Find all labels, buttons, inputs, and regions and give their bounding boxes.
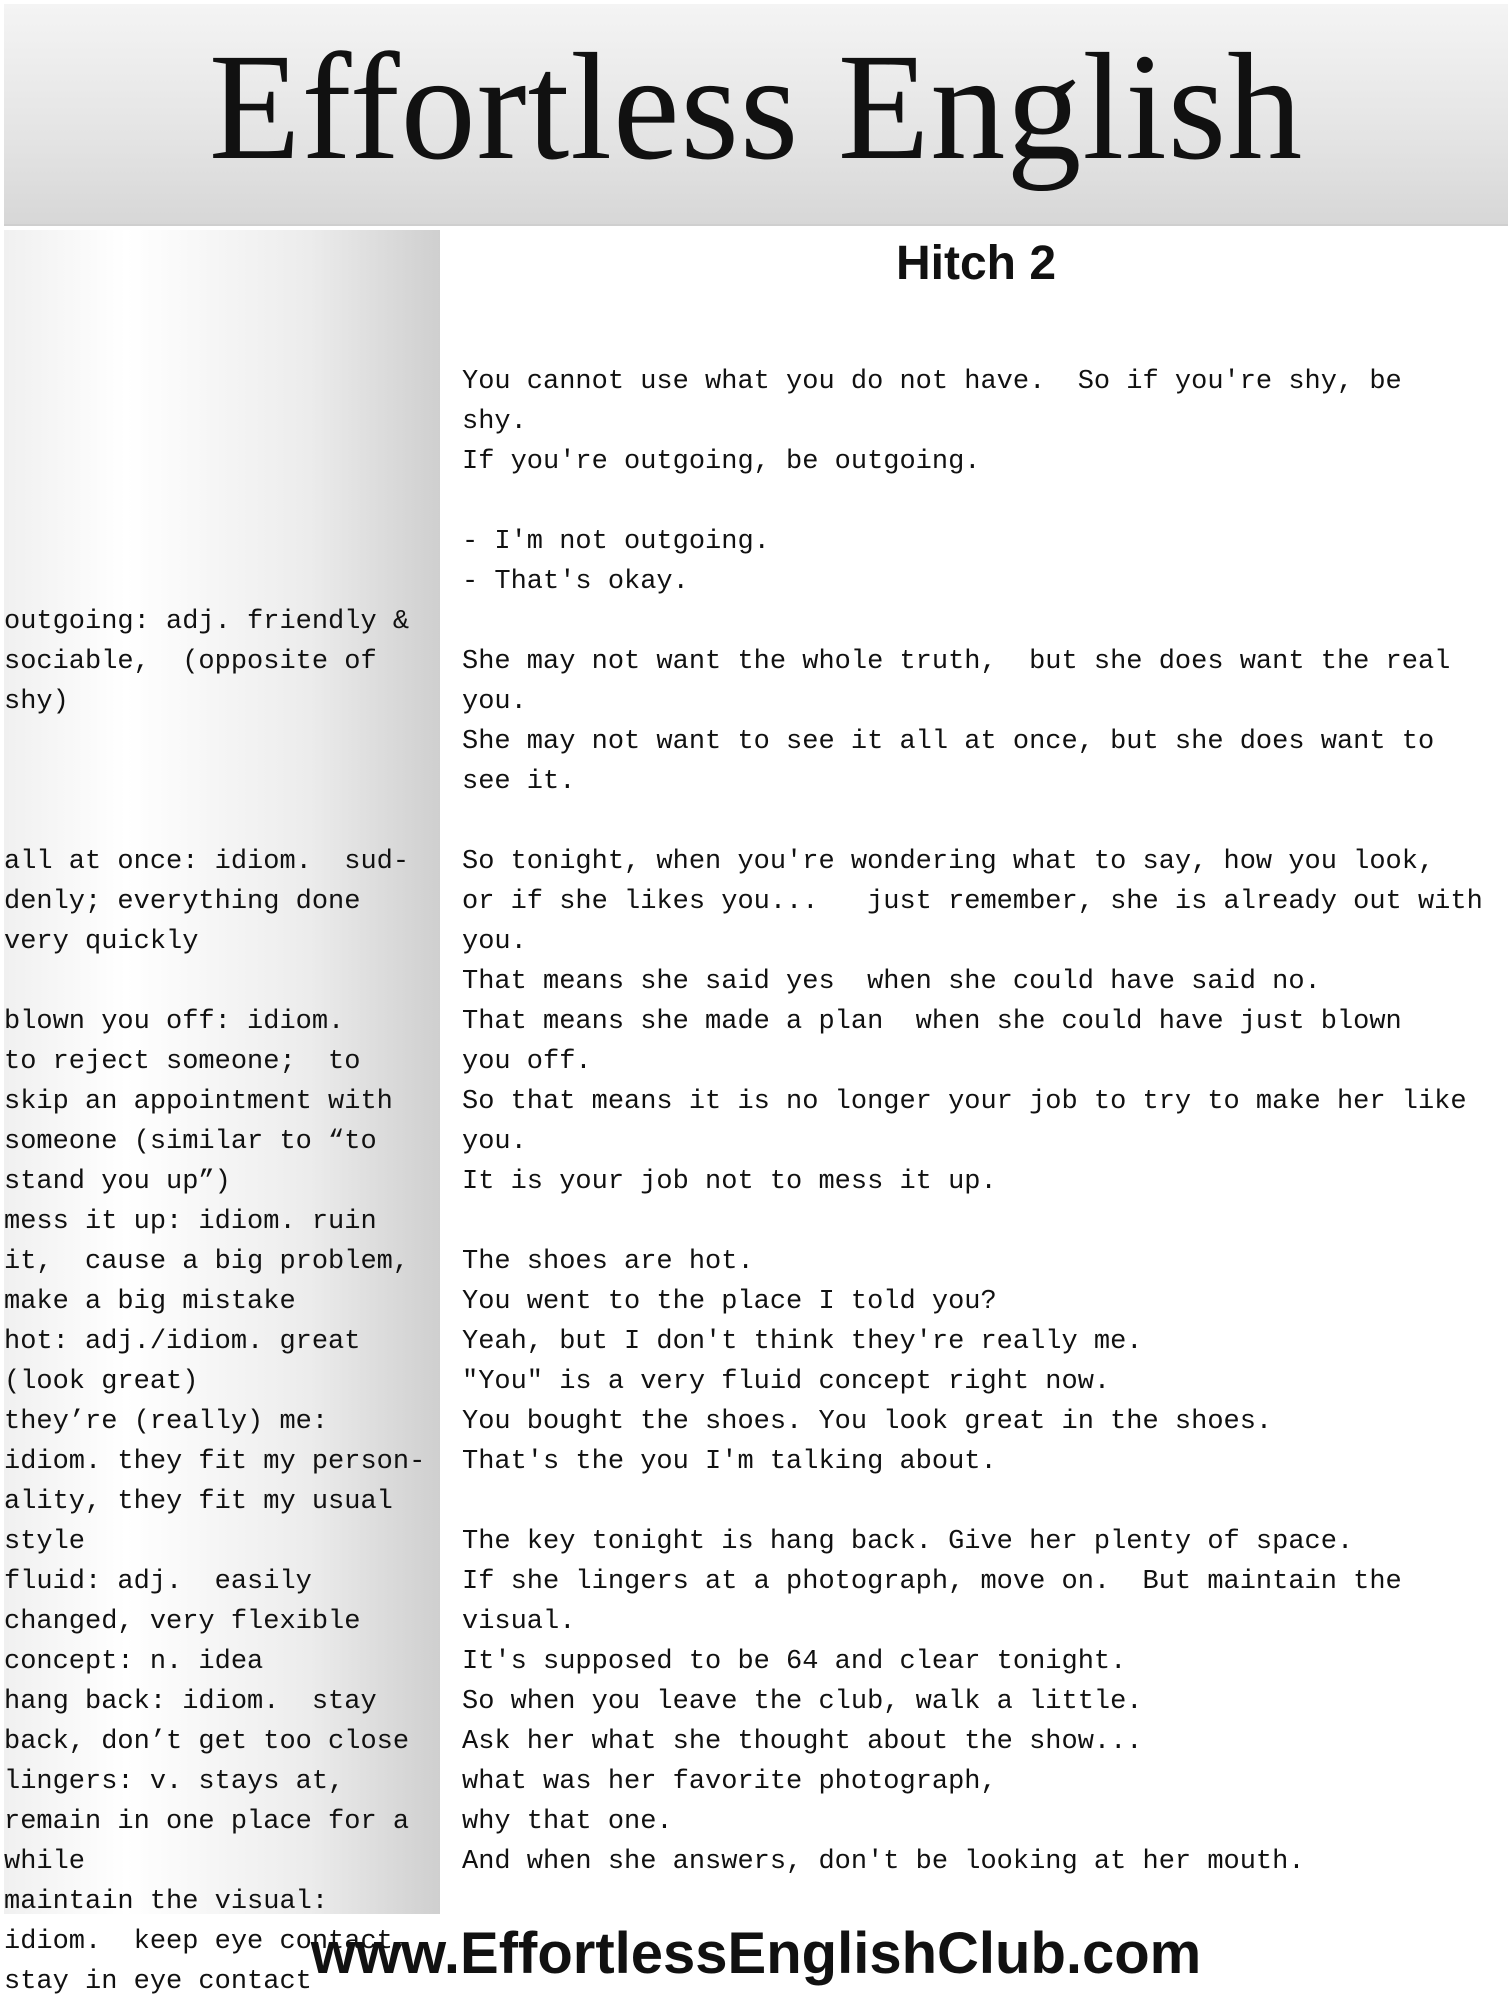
dialogue-line: So that means it is no longer your job to try to make her like — [462, 1087, 1467, 1117]
dialogue-line: you. — [462, 687, 527, 717]
dialogue-line: It's supposed to be 64 and clear tonight. — [462, 1647, 1127, 1677]
dialogue-line: If she lingers at a photograph, move on. But maintain the — [462, 1567, 1402, 1597]
vocab-line: lingers: v. stays at, — [4, 1767, 345, 1797]
vocab-entry — [4, 1002, 440, 1202]
vocab-entry — [4, 1562, 440, 1642]
vocab-entry — [4, 1202, 440, 1322]
vocab-line: skip an appointment with — [4, 1087, 393, 1117]
vocab-entry — [4, 1762, 440, 1882]
vocab-line: hang back: idiom. stay — [4, 1687, 377, 1717]
vocab-line: someone (similar to “to — [4, 1127, 377, 1157]
dialogue-line: why that one. — [462, 1807, 673, 1837]
vocab-line: denly; everything done — [4, 887, 361, 917]
vocab-line: remain in one place for a — [4, 1807, 410, 1837]
dialogue-line — [462, 1202, 1502, 1242]
vocab-line: fluid: adj. easily — [4, 1567, 312, 1597]
vocab-line — [4, 802, 440, 842]
dialogue-line: That means she said yes when she could have said no. — [462, 967, 1321, 997]
vocab-line: sociable, (opposite of — [4, 647, 377, 677]
dialogue-line: You bought the shoes. You look great in the shoes. — [462, 1407, 1273, 1437]
vocab-line: style — [4, 1527, 86, 1557]
dialogue-line: It is your job not to mess it up. — [462, 1167, 997, 1197]
dialogue-line: So tonight, when you're wondering what to say, how you look, — [462, 847, 1435, 877]
vocab-line: shy) — [4, 687, 69, 717]
vocab-entry — [4, 602, 440, 842]
vocab-line: idiom. keep eye contact, — [4, 1927, 410, 1957]
dialogue-line: The key tonight is hang back. Give her plenty of space. — [462, 1527, 1354, 1557]
dialogue-line — [462, 802, 1502, 842]
dialogue-line — [462, 482, 1502, 522]
vocab-entry — [4, 1402, 440, 1562]
vocab-line: while — [4, 1847, 86, 1877]
vocab-line: idiom. they fit my person- — [4, 1447, 426, 1477]
dialogue-line: That means she made a plan when she could have just blown — [462, 1007, 1402, 1037]
vocab-line: stand you up”) — [4, 1167, 231, 1197]
dialogue-line: or if she likes you... just remember, she is already out with — [462, 887, 1483, 917]
vocab-line: blown you off: idiom. — [4, 1007, 345, 1037]
vocab-line: stay in eye contact — [4, 1967, 312, 1997]
vocab-entry — [4, 1322, 440, 1402]
vocab-line: ality, they fit my usual — [4, 1487, 393, 1517]
vocabulary-list — [4, 602, 440, 2002]
vocab-line: hot: adj./idiom. great — [4, 1327, 361, 1357]
dialogue-line: And when she answers, don't be looking at her mouth. — [462, 1847, 1305, 1877]
vocab-line: all at once: idiom. sud- — [4, 847, 410, 877]
dialogue-line: That's the you I'm talking about. — [462, 1447, 997, 1477]
vocab-line — [4, 962, 440, 1002]
lesson-title: Hitch 2 — [895, 237, 1057, 290]
dialogue-line: you off. — [462, 1047, 592, 1077]
vocab-line: they’re (really) me: — [4, 1407, 329, 1437]
dialogue-line: If you're outgoing, be outgoing. — [462, 447, 981, 477]
vocab-line: back, don’t get too close — [4, 1727, 410, 1757]
vocab-entry — [4, 1682, 440, 1762]
vocab-line: make a big mistake — [4, 1287, 296, 1317]
dialogue-line: - That's okay. — [462, 567, 689, 597]
vocab-line: it, cause a big problem, — [4, 1247, 410, 1277]
dialogue-line — [462, 602, 1502, 642]
dialogue-line: She may not want to see it all at once, but she does want to — [462, 727, 1435, 757]
dialogue-line: - I'm not outgoing. — [462, 527, 770, 557]
vocab-entry — [4, 1642, 440, 1682]
vocab-line — [4, 722, 440, 762]
vocab-line: (look great) — [4, 1367, 199, 1397]
dialogue-line: shy. — [462, 407, 527, 437]
dialogue-line: you. — [462, 1127, 527, 1157]
vocab-line: changed, very flexible — [4, 1607, 361, 1637]
dialogue-text — [462, 362, 1502, 1882]
vocab-line: outgoing: adj. friendly & — [4, 607, 410, 637]
vocab-entry — [4, 842, 440, 1002]
vocab-line: mess it up: idiom. ruin — [4, 1207, 377, 1237]
dialogue-line: "You" is a very fluid concept right now. — [462, 1367, 1111, 1397]
dialogue-line: She may not want the whole truth, but she does want the real — [462, 647, 1451, 677]
dialogue-line: You cannot use what you do not have. So if you're shy, be — [462, 367, 1402, 397]
dialogue-line: visual. — [462, 1607, 576, 1637]
vocab-line: to reject someone; to — [4, 1047, 361, 1077]
vocab-line — [4, 762, 440, 802]
dialogue-line: You went to the place I told you? — [462, 1287, 997, 1317]
dialogue-line: you. — [462, 927, 527, 957]
vocab-line: very quickly — [4, 927, 199, 957]
dialogue-line: Ask her what she thought about the show... — [462, 1727, 1143, 1757]
brand-title: Effortless English — [208, 22, 1304, 192]
dialogue-line — [462, 1482, 1502, 1522]
vocab-line: concept: n. idea — [4, 1647, 264, 1677]
vocabulary-sidebar — [4, 230, 440, 1997]
dialogue-line: The shoes are hot. — [462, 1247, 754, 1277]
dialogue-line: So when you leave the club, walk a little. — [462, 1687, 1143, 1717]
vocab-line: maintain the visual: — [4, 1887, 329, 1917]
dialogue-line: what was her favorite photograph, — [462, 1767, 997, 1797]
dialogue-line: Yeah, but I don't think they're really me. — [462, 1327, 1143, 1357]
dialogue-line: see it. — [462, 767, 576, 797]
website-url: www.EffortlessEnglishClub.com — [310, 1921, 1202, 1986]
header-banner — [4, 4, 1508, 226]
